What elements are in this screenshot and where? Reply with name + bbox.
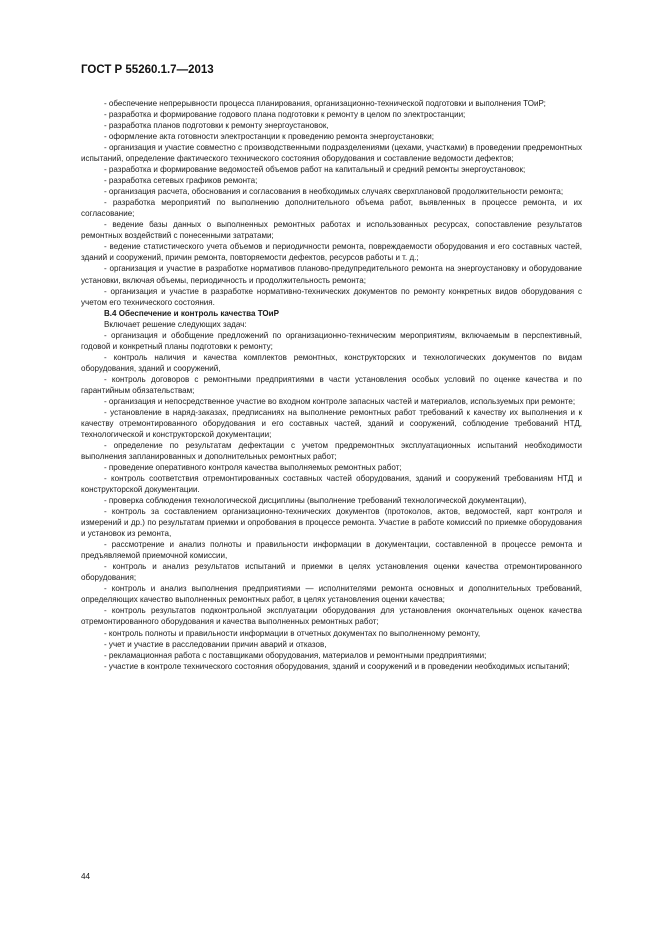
- list-item: - контроль полноты и правильности информации в отчетных документах по выполненному ремонту,: [104, 628, 481, 638]
- list-item: - контроль за составлением организационно-технических документов (протоколов, актов, ведомостей, карт контроля и измерений и др.) по результатам приемки и опробования в процессе ремонта. Участие в работе комиссий по приемке оборудования и установок из ремонта,: [81, 507, 582, 539]
- list-item: - учет и участие в расследовании причин аварий и отказов,: [104, 639, 327, 649]
- list-item: - разработка мероприятий по выполнению дополнительного объема работ, выявленных в процессе ремонта, и их согласование;: [81, 198, 582, 219]
- section-intro: Включает решение следующих задач:: [104, 319, 247, 329]
- list-item: - рассмотрение и анализ полноты и правильности информации в документации, составленной в процессе ремонта и предъявляемой приемочной комиссии,: [81, 540, 582, 561]
- list-item: - обеспечение непрерывности процесса планирования, организационно-технической подготовки и выполнения ТОиР;: [104, 99, 546, 108]
- list-item: - организация и участие в разработке нормативно-технических документов по ремонту конкретных видов оборудования с учетом его технического состояния.: [81, 286, 582, 307]
- list-item: - проведение оперативного контроля качества выполняемых ремонтных работ;: [104, 463, 402, 473]
- list-item: - контроль и анализ выполнения предприятиями — исполнителями ремонта основных и дополнительных требований, определяющих качество выполненных ремонтных работ, в целях установления оценки качества;: [81, 584, 582, 605]
- list-item: - определение по результатам дефектации с учетом предремонтных эксплуатационных испытаний необходимости выполнения запланированных и дополнительных ремонтных работ;: [81, 440, 582, 461]
- list-item: - рекламационная работа с поставщиками оборудования, материалов и ремонтными предприятиями;: [104, 650, 487, 660]
- list-item: - организация и участие совместно с производственными подразделениями (цехами, участками) в проведении предремонтных испытаний, определение фактического технического состояния оборудования и составление ведомости дефектов;: [81, 143, 582, 164]
- list-item: - разработка планов подготовки к ремонту энергоустановок,: [104, 121, 329, 131]
- list-item: - контроль договоров с ремонтными предприятиями в части установления особых условий по оценке качества и по гарантийным обязательствам;: [81, 374, 582, 395]
- list-item: - участие в контроле технического состояния оборудования, зданий и сооружений и в проведении необходимых испытаний;: [104, 661, 570, 671]
- list-item: - контроль соответствия отремонтированных составных частей оборудования, зданий и сооружений требованиям НТД и конструкторской документации.: [81, 474, 582, 495]
- list-item: - организация и непосредственное участие во входном контроле запасных частей и материалов, используемых при ремонте;: [104, 396, 576, 406]
- section-title: В.4 Обеспечение и контроль качества ТОиР: [104, 308, 279, 318]
- document-header: ГОСТ Р 55260.1.7—2013: [81, 64, 214, 76]
- list-item: - ведение статистического учета объемов и периодичности ремонта, повреждаемости оборудования и его составных частей, зданий и сооружений, причин ремонта, повторяемости дефектов, ресурсов работы и т. д.;: [81, 242, 582, 263]
- list-item: - установление в наряд-заказах, предписаниях на выполнение ремонтных работ требований к качеству их выполнения и к качеству отремонтированного оборудования и его составных частей, зданий и сооружений, соблюдение требований НТД, технологической и конструкторской документации;: [81, 407, 582, 439]
- list-item: - контроль результатов подконтрольной эксплуатации оборудования для установления окончательных оценок качества отремонтированного оборудования и качества выполненных ремонтных работ;: [81, 606, 582, 627]
- list-item: - организация и обобщение предложений по организационно-техническим мероприятиям, включаемым в перспективный, годовой и конкретный планы подготовки к ремонту;: [81, 330, 582, 351]
- list-item: - контроль наличия и качества комплектов ремонтных, конструкторских и технологических документов по видам оборудования, зданий и сооружений,: [81, 352, 582, 373]
- page-number: 44: [81, 872, 91, 881]
- body-text: [81, 98, 582, 672]
- list-item: - контроль и анализ результатов испытаний и приемки в целях установления оценки качества отремонтированного оборудования;: [81, 562, 582, 583]
- list-item: - разработка и формирование годового плана подготовки к ремонту в целом по электростанции;: [104, 110, 466, 120]
- list-item: - разработка сетевых графиков ремонта;: [104, 176, 258, 186]
- list-item: - организация и участие в разработке нормативов планово-предупредительного ремонта на энергоустановку и оборудование установки, включая объемы, периодичность и продолжительность ремонта;: [81, 264, 582, 285]
- list-item: - оформление акта готовности электростанции к проведению ремонта энергоустановки;: [104, 132, 434, 142]
- list-item: - ведение базы данных о выполненных ремонтных работах и использованных ресурсах, сопоставление результатов ремонтных воздействий с понесенными затратами;: [81, 220, 582, 241]
- list-item: - организация расчета, обоснования и согласования в необходимых случаях сверхплановой продолжительности ремонта;: [104, 187, 564, 197]
- list-item: - разработка и формирование ведомостей объемов работ на капитальный и средний ремонты энергоустановок;: [104, 165, 526, 175]
- list-item: - проверка соблюдения технологической дисциплины (выполнение требований технологической документации),: [104, 496, 527, 506]
